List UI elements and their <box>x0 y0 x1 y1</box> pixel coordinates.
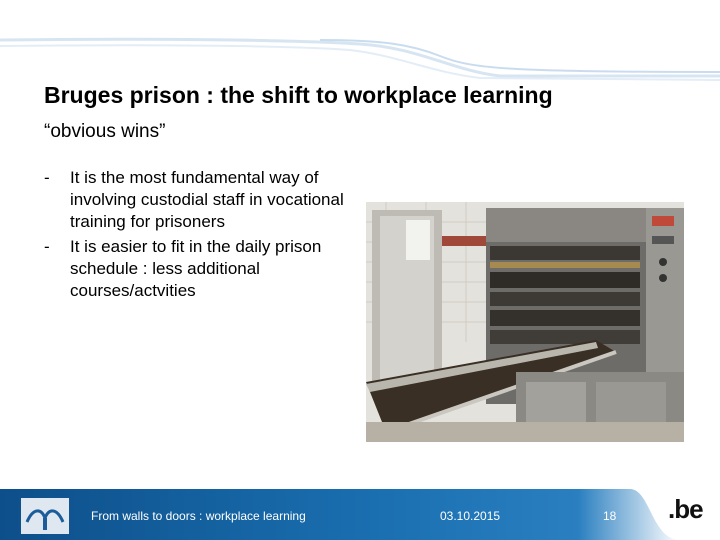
slide-title: Bruges prison : the shift to workplace learning <box>44 82 553 108</box>
bullet-marker: - <box>44 168 50 187</box>
slide-subtitle: “obvious wins” <box>44 121 166 142</box>
bullet-marker: - <box>44 237 50 256</box>
bullet-item <box>44 167 364 233</box>
bakery-oven-photo <box>366 202 684 442</box>
be-brand-logo: .be <box>668 494 703 524</box>
footer-presentation-title: From walls to doors : workplace learning <box>91 509 306 523</box>
bullet-text: It is the most fundamental way of involving custodial staff in vocational training for prisoners <box>70 168 344 231</box>
bullet-item <box>44 236 364 302</box>
header-swoosh-decoration <box>0 0 720 90</box>
bullet-list <box>44 167 364 305</box>
footer-page-number: 18 <box>603 509 617 523</box>
footer-date: 03.10.2015 <box>440 509 501 523</box>
bullet-text: It is easier to fit in the daily prison schedule : less additional courses/actvities <box>70 237 322 300</box>
belgian-federal-logo-icon <box>21 498 69 534</box>
